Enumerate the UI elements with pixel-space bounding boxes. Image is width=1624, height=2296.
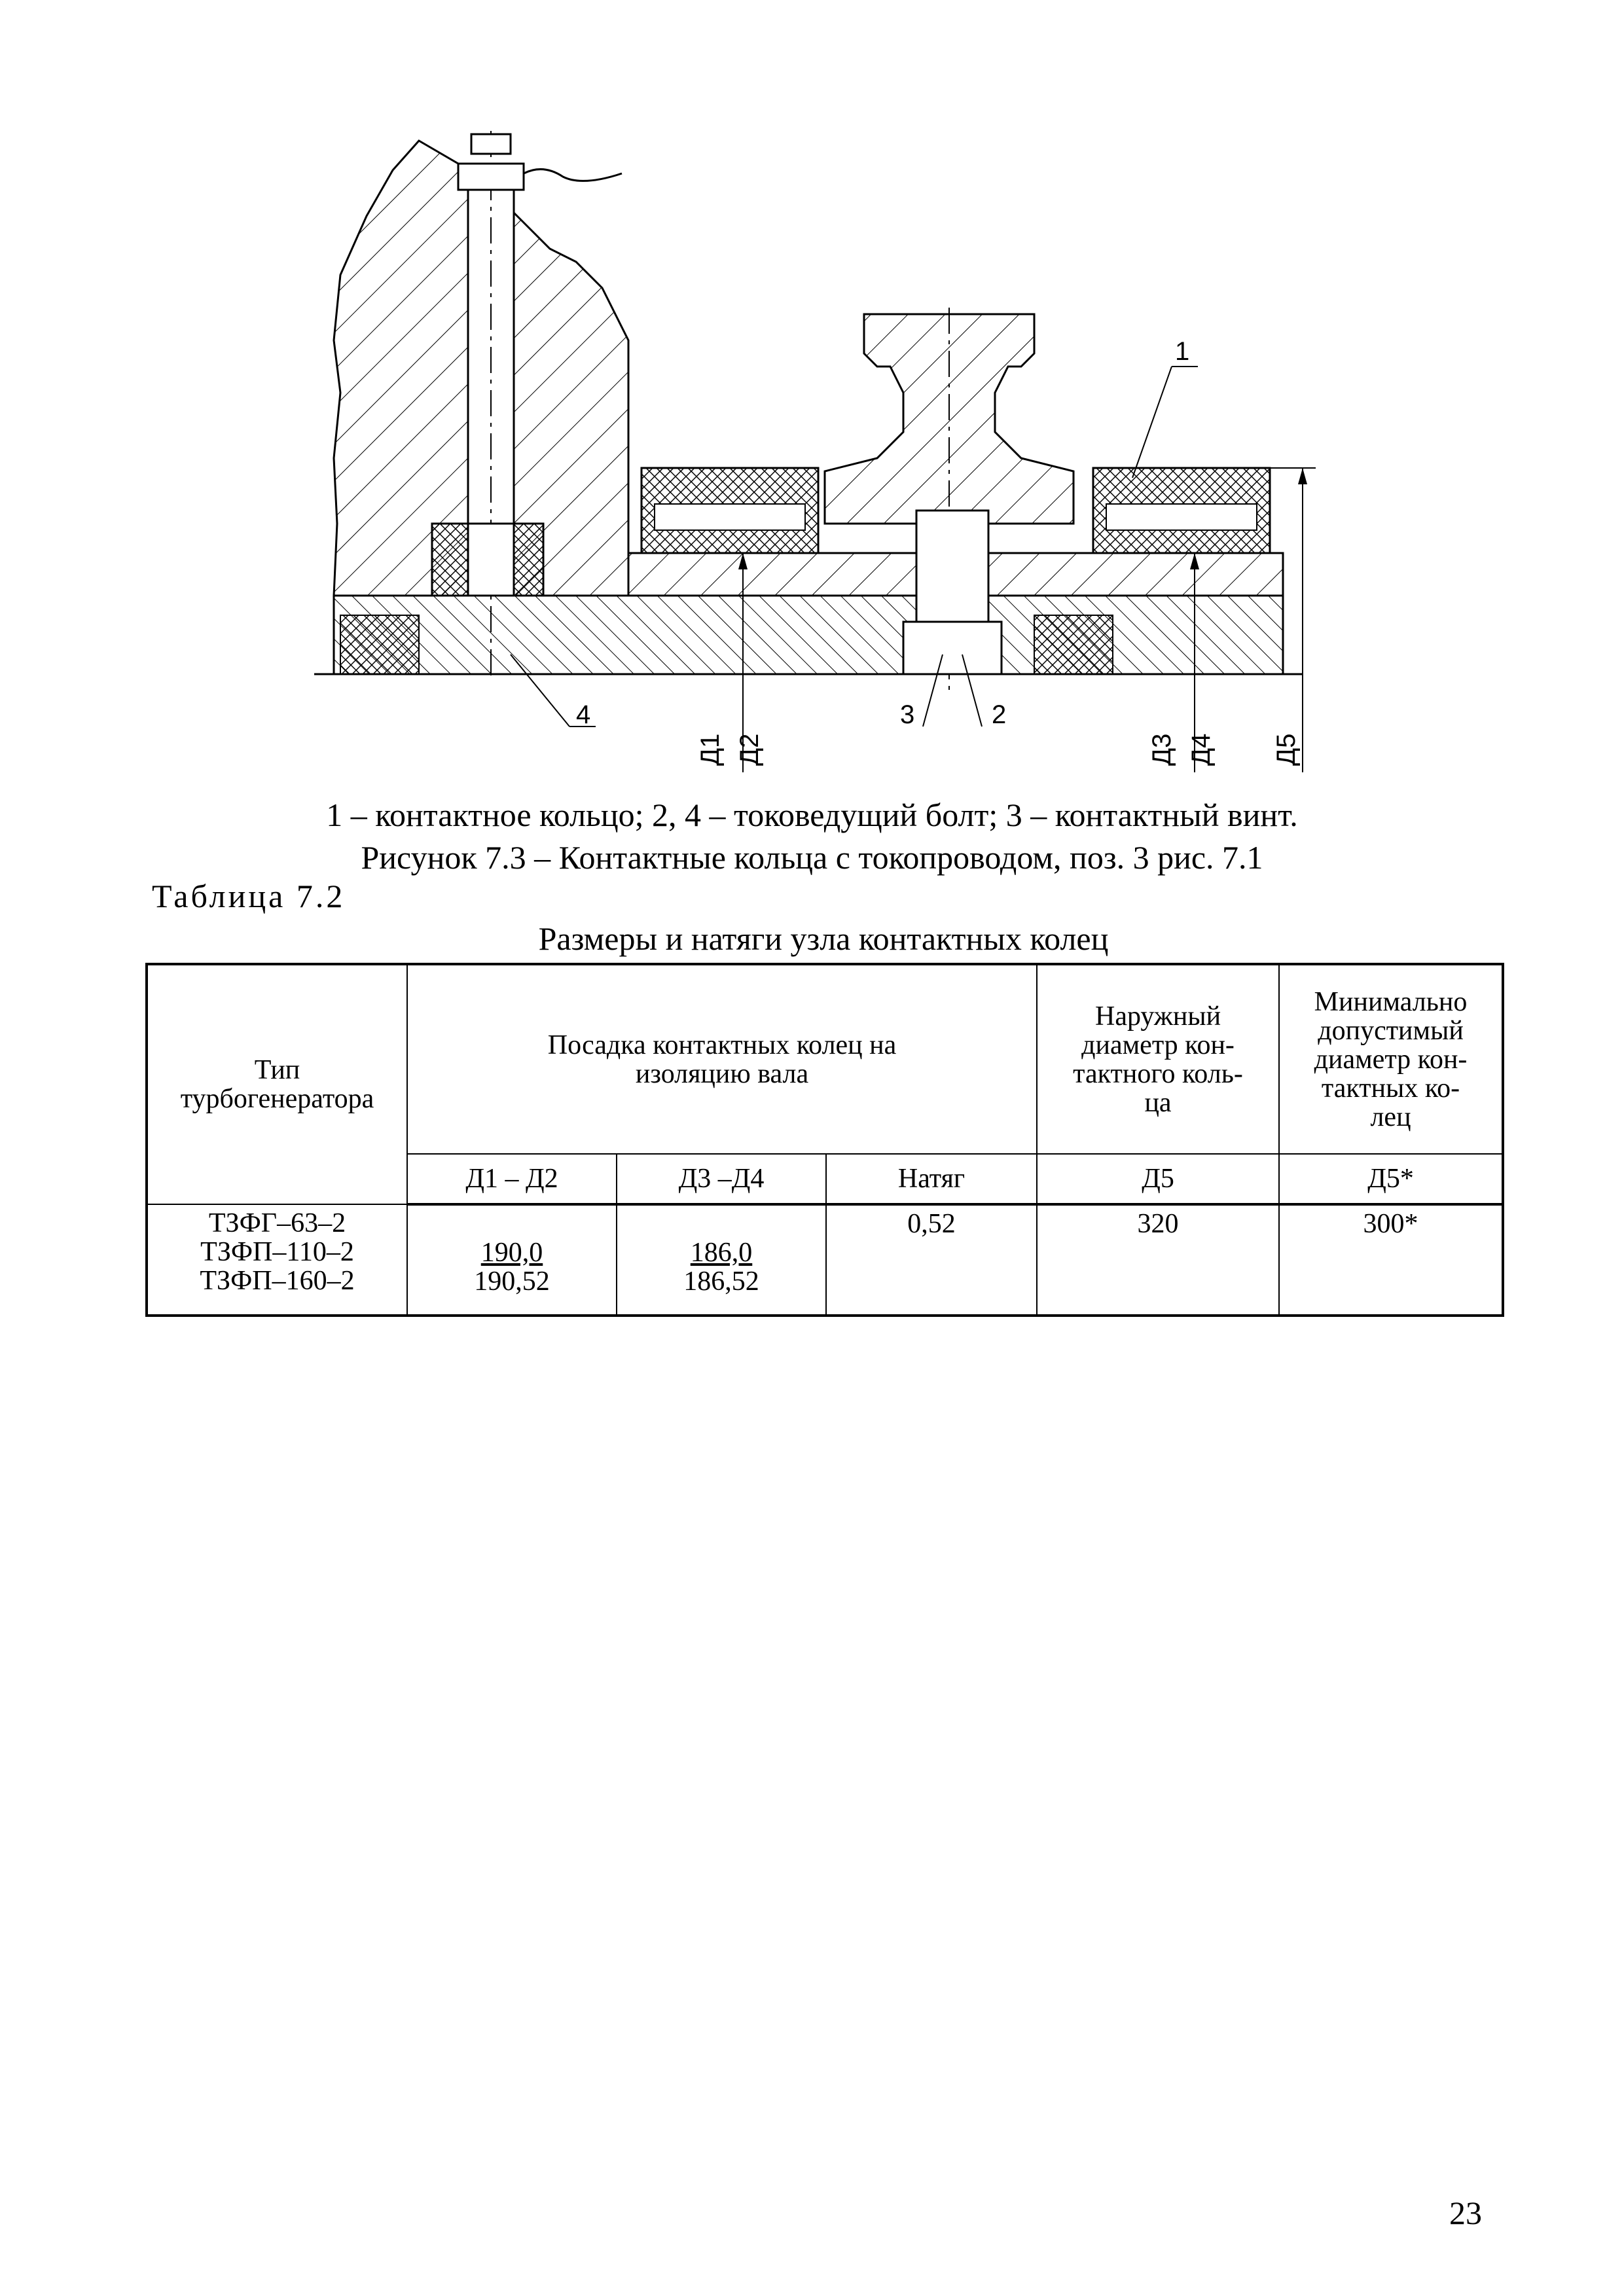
figure-caption: Рисунок 7.3 – Контактные кольца с токопроводом, поз. 3 рис. 7.1 xyxy=(361,839,1263,876)
dim-label-d3: Д3 xyxy=(1147,733,1176,766)
cell-interference: 0,52 xyxy=(826,1204,1037,1316)
dim-label-d4: Д4 xyxy=(1187,733,1216,766)
header-fit: Посадка контактных колец на изоляцию вала xyxy=(407,964,1037,1154)
figure-legend: 1 – контактное кольцо; 2, 4 – токоведущий болт; 3 – контактный винт. xyxy=(326,797,1298,833)
technical-drawing xyxy=(308,118,1322,792)
dimensions-table xyxy=(145,963,1504,1317)
cell-d34: 186,0 186,52 xyxy=(617,1204,826,1316)
table-row xyxy=(147,1204,1503,1316)
callout-4: 4 xyxy=(576,700,591,729)
callout-3: 3 xyxy=(900,700,915,729)
subheader-d5-min: Д5* xyxy=(1279,1154,1503,1204)
subheader-d1-d2: Д1 – Д2 xyxy=(407,1154,617,1204)
contact-screw xyxy=(916,511,988,622)
table-label: Таблица 7.2 xyxy=(152,878,346,914)
header-row xyxy=(147,964,1503,1154)
subheader-interference: Натяг xyxy=(826,1154,1037,1204)
shaft xyxy=(334,596,1283,674)
cell-types: ТЗФГ–63–2 ТЗФП–110–2 ТЗФП–160–2 xyxy=(147,1204,407,1316)
table-title: Размеры и натяги узла контактных колец xyxy=(538,920,1109,957)
callout-2: 2 xyxy=(992,700,1007,729)
callout-1: 1 xyxy=(1175,337,1190,366)
subheader-d3-d4: Д3 –Д4 xyxy=(617,1154,826,1204)
cell-d5: 320 xyxy=(1037,1204,1279,1316)
dim-label-d2: Д2 xyxy=(735,733,764,766)
cell-d5-min: 300* xyxy=(1279,1204,1503,1316)
dim-label-d1: Д1 xyxy=(696,733,725,766)
page-number: 23 xyxy=(1449,2195,1482,2231)
dim-label-d5: Д5 xyxy=(1272,733,1301,766)
header-min-diameter: Минимально допустимый диаметр кон- тактных ко- лец xyxy=(1279,964,1503,1154)
bolt-nut-top xyxy=(471,134,511,154)
subheader-d5: Д5 xyxy=(1037,1154,1279,1204)
header-type: Тип турбогенератора xyxy=(147,964,407,1204)
header-outer-diameter: Наружный диаметр кон- тактного коль- ца xyxy=(1037,964,1279,1154)
cell-d12: 190,0 190,52 xyxy=(407,1204,617,1316)
